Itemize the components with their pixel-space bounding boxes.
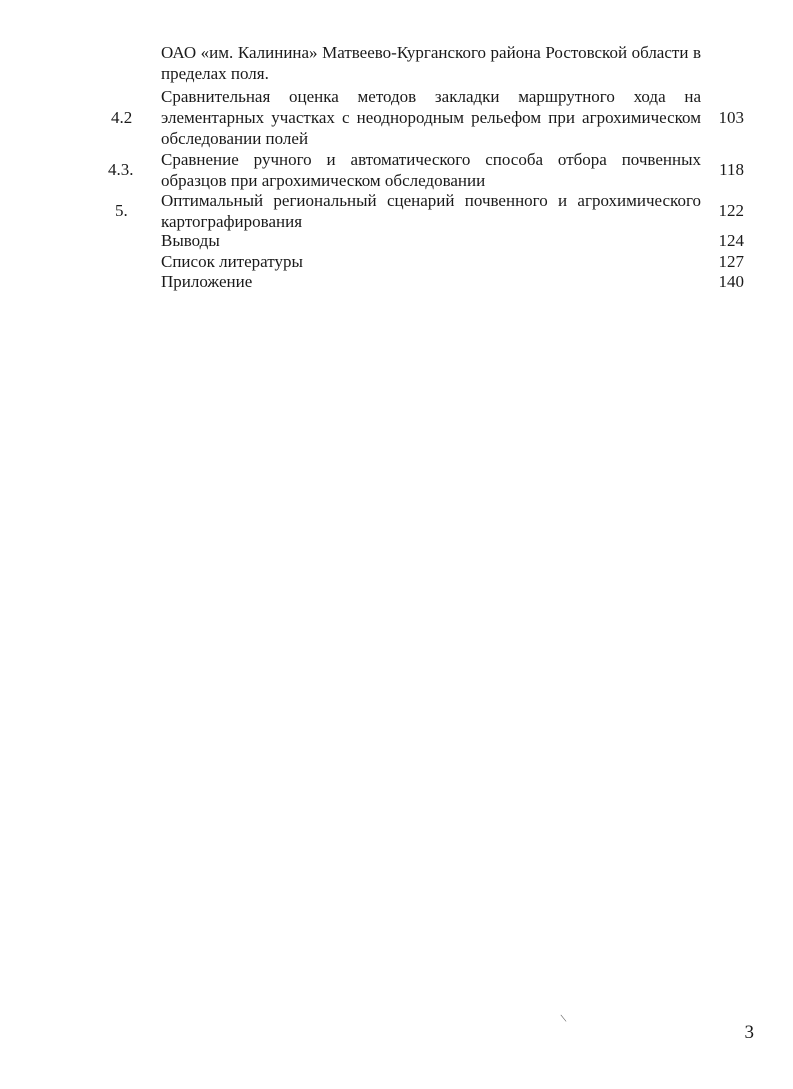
toc-entry-title: Приложение: [161, 272, 253, 291]
toc-entry-page: 127: [718, 252, 744, 271]
toc-entry-number: 4.2: [111, 108, 133, 127]
toc-entry-page: 103: [718, 108, 744, 127]
toc-entry-title: Оптимальный региональный сценарий почвенного и агрохимического картографирования: [161, 191, 701, 231]
stray-scan-mark: \: [559, 1010, 568, 1026]
toc-entry-title: Список литературы: [161, 252, 303, 271]
toc-entry-number: 5.: [115, 201, 128, 220]
toc-entry-page: 122: [718, 201, 744, 220]
page-number: 3: [744, 1022, 754, 1043]
toc-entry-page: 124: [718, 231, 744, 250]
toc-entry-number: 4.3.: [108, 160, 134, 179]
toc-entry-title: ОАО «им. Калинина» Матвеево-Курганского района Ростовской области в пределах поля.: [161, 43, 701, 83]
toc-entry-title: Выводы: [161, 231, 220, 250]
toc-entry-title: Сравнение ручного и автоматического способа отбора почвенных образцов при агрохимическом обследовании: [161, 150, 701, 190]
toc-entry-page: 118: [719, 160, 744, 179]
toc-entry-title: Сравнительная оценка методов закладки маршрутного хода на элементарных участках с неоднородным рельефом при агрохимическом обследовании полей: [161, 87, 701, 148]
toc-entry-page: 140: [718, 272, 744, 291]
